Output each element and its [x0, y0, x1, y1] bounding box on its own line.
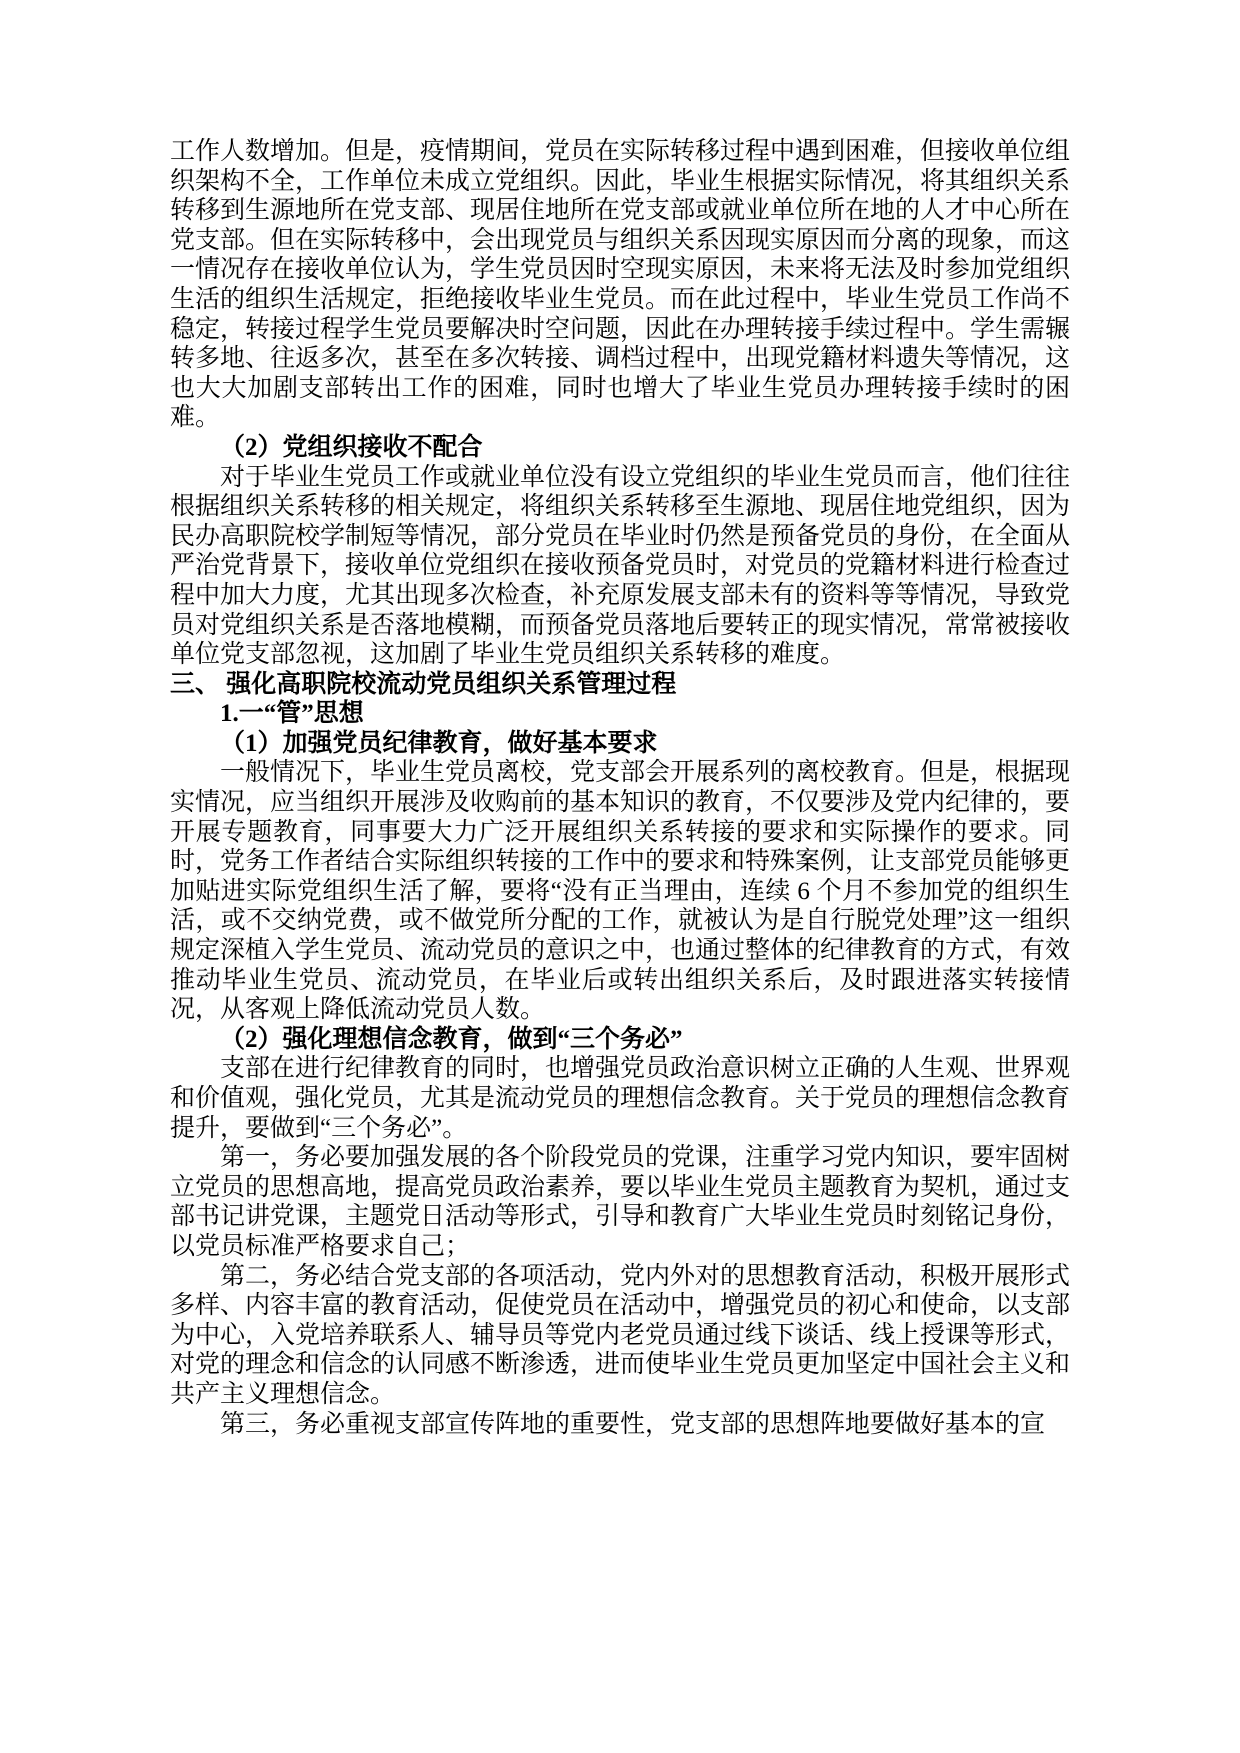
body-paragraph: 第一，务必要加强发展的各个阶段党员的党课，注重学习党内知识，要牢固树立党员的思想高地，提高党员政治素养，要以毕业生党员主题教育为契机，通过支部书记讲党课，主题党日活动等形式，引导和教育广大毕业生党员时刻铭记身份，以党员标准严格要求自己；: [170, 1144, 1071, 1260]
section-heading: 三、 强化高职院校流动党员组织关系管理过程: [170, 670, 677, 698]
body-paragraph: 支部在进行纪律教育的同时，也增强党员政治意识树立正确的人生观、世界观和价值观，强化党员，尤其是流动党员的理想信念教育。关于党员的理想信念教育提升，要做到“三个务必”。: [170, 1055, 1071, 1142]
body-paragraph: 工作人数增加。但是，疫情期间，党员在实际转移过程中遇到困难，但接收单位组织架构不全，工作单位未成立党组织。因此，毕业生根据实际情况，将其组织关系转移到生源地所在党支部、现居住地所在党支部或就业单位所在地的人才中心所在党支部。但在实际转移中，会出现党员与组织关系因现实原因而分离的现象，而这一情况存在接收单位认为，学生党员因时空现实原因，未来将无法及时参加党组织生活的组织生活规定，拒绝接收毕业生党员。而在此过程中，毕业生党员工作尚不稳定，转接过程学生党员要解决时空问题，因此在办理转接手续过程中。学生需辗转多地、往返多次，甚至在多次转接、调档过程中，出现党籍材料遗失等情况，这也大大加剧支部转出工作的困难，同时也增大了毕业生党员办理转接手续时的困难。: [170, 138, 1071, 432]
section-heading: （2）强化理想信念教育，做到“三个务必”: [220, 1025, 683, 1053]
body-paragraph: 第三，务必重视支部宣传阵地的重要性，党支部的思想阵地要做好基本的宣: [220, 1410, 1046, 1438]
body-paragraph: 对于毕业生党员工作或就业单位没有设立党组织的毕业生党员而言，他们往往根据组织关系转移的相关规定，将组织关系转移至生源地、现居住地党组织，因为民办高职院校学制短等情况，部分党员在毕业时仍然是预备党员的身份，在全面从严治党背景下，接收单位党组织在接收预备党员时，对党员的党籍材料进行检查过程中加大力度，尤其出现多次检查，补充原发展支部未有的资料等等情况，导致党员对党组织关系是否落地模糊，而预备党员落地后要转正的现实情况，常常被接收单位党支部忽视，这加剧了毕业生党员组织关系转移的难度。: [170, 463, 1071, 669]
section-heading: （2）党组织接收不配合: [220, 433, 483, 461]
section-heading: 1.一“管”思想: [220, 700, 364, 728]
section-heading: （1）加强党员纪律教育，做好基本要求: [220, 729, 658, 757]
body-paragraph: 一般情况下，毕业生党员离校，党支部会开展系列的离校教育。但是，根据现实情况，应当组织开展涉及收购前的基本知识的教育，不仅要涉及党内纪律的，要开展专题教育，同事要大力广泛开展组织关系转接的要求和实际操作的要求。同时，党务工作者结合实际组织转接的工作中的要求和特殊案例，让支部党员能够更加贴进实际党组织生活了解，要将“没有正当理由，连续 6 个月不参加党的组织生活，或不交纳党费，或不做党所分配的工作，就被认为是自行脱党处理”这一组织规定深植入学生党员、流动党员的意识之中，也通过整体的纪律教育的方式，有效推动毕业生党员、流动党员，在毕业后或转出组织关系后，及时跟进落实转接情况，从客观上降低流动党员人数。: [170, 759, 1071, 1024]
document-body: [170, 137, 1070, 1439]
body-paragraph: 第二，务必结合党支部的各项活动，党内外对的思想教育活动，积极开展形式多样、内容丰富的教育活动，促使党员在活动中，增强党员的初心和使命，以支部为中心，入党培养联系人、辅导员等党内老党员通过线下谈话、线上授课等形式，对党的理念和信念的认同感不断渗透，进而使毕业生党员更加坚定中国社会主义和共产主义理想信念。: [170, 1262, 1071, 1408]
